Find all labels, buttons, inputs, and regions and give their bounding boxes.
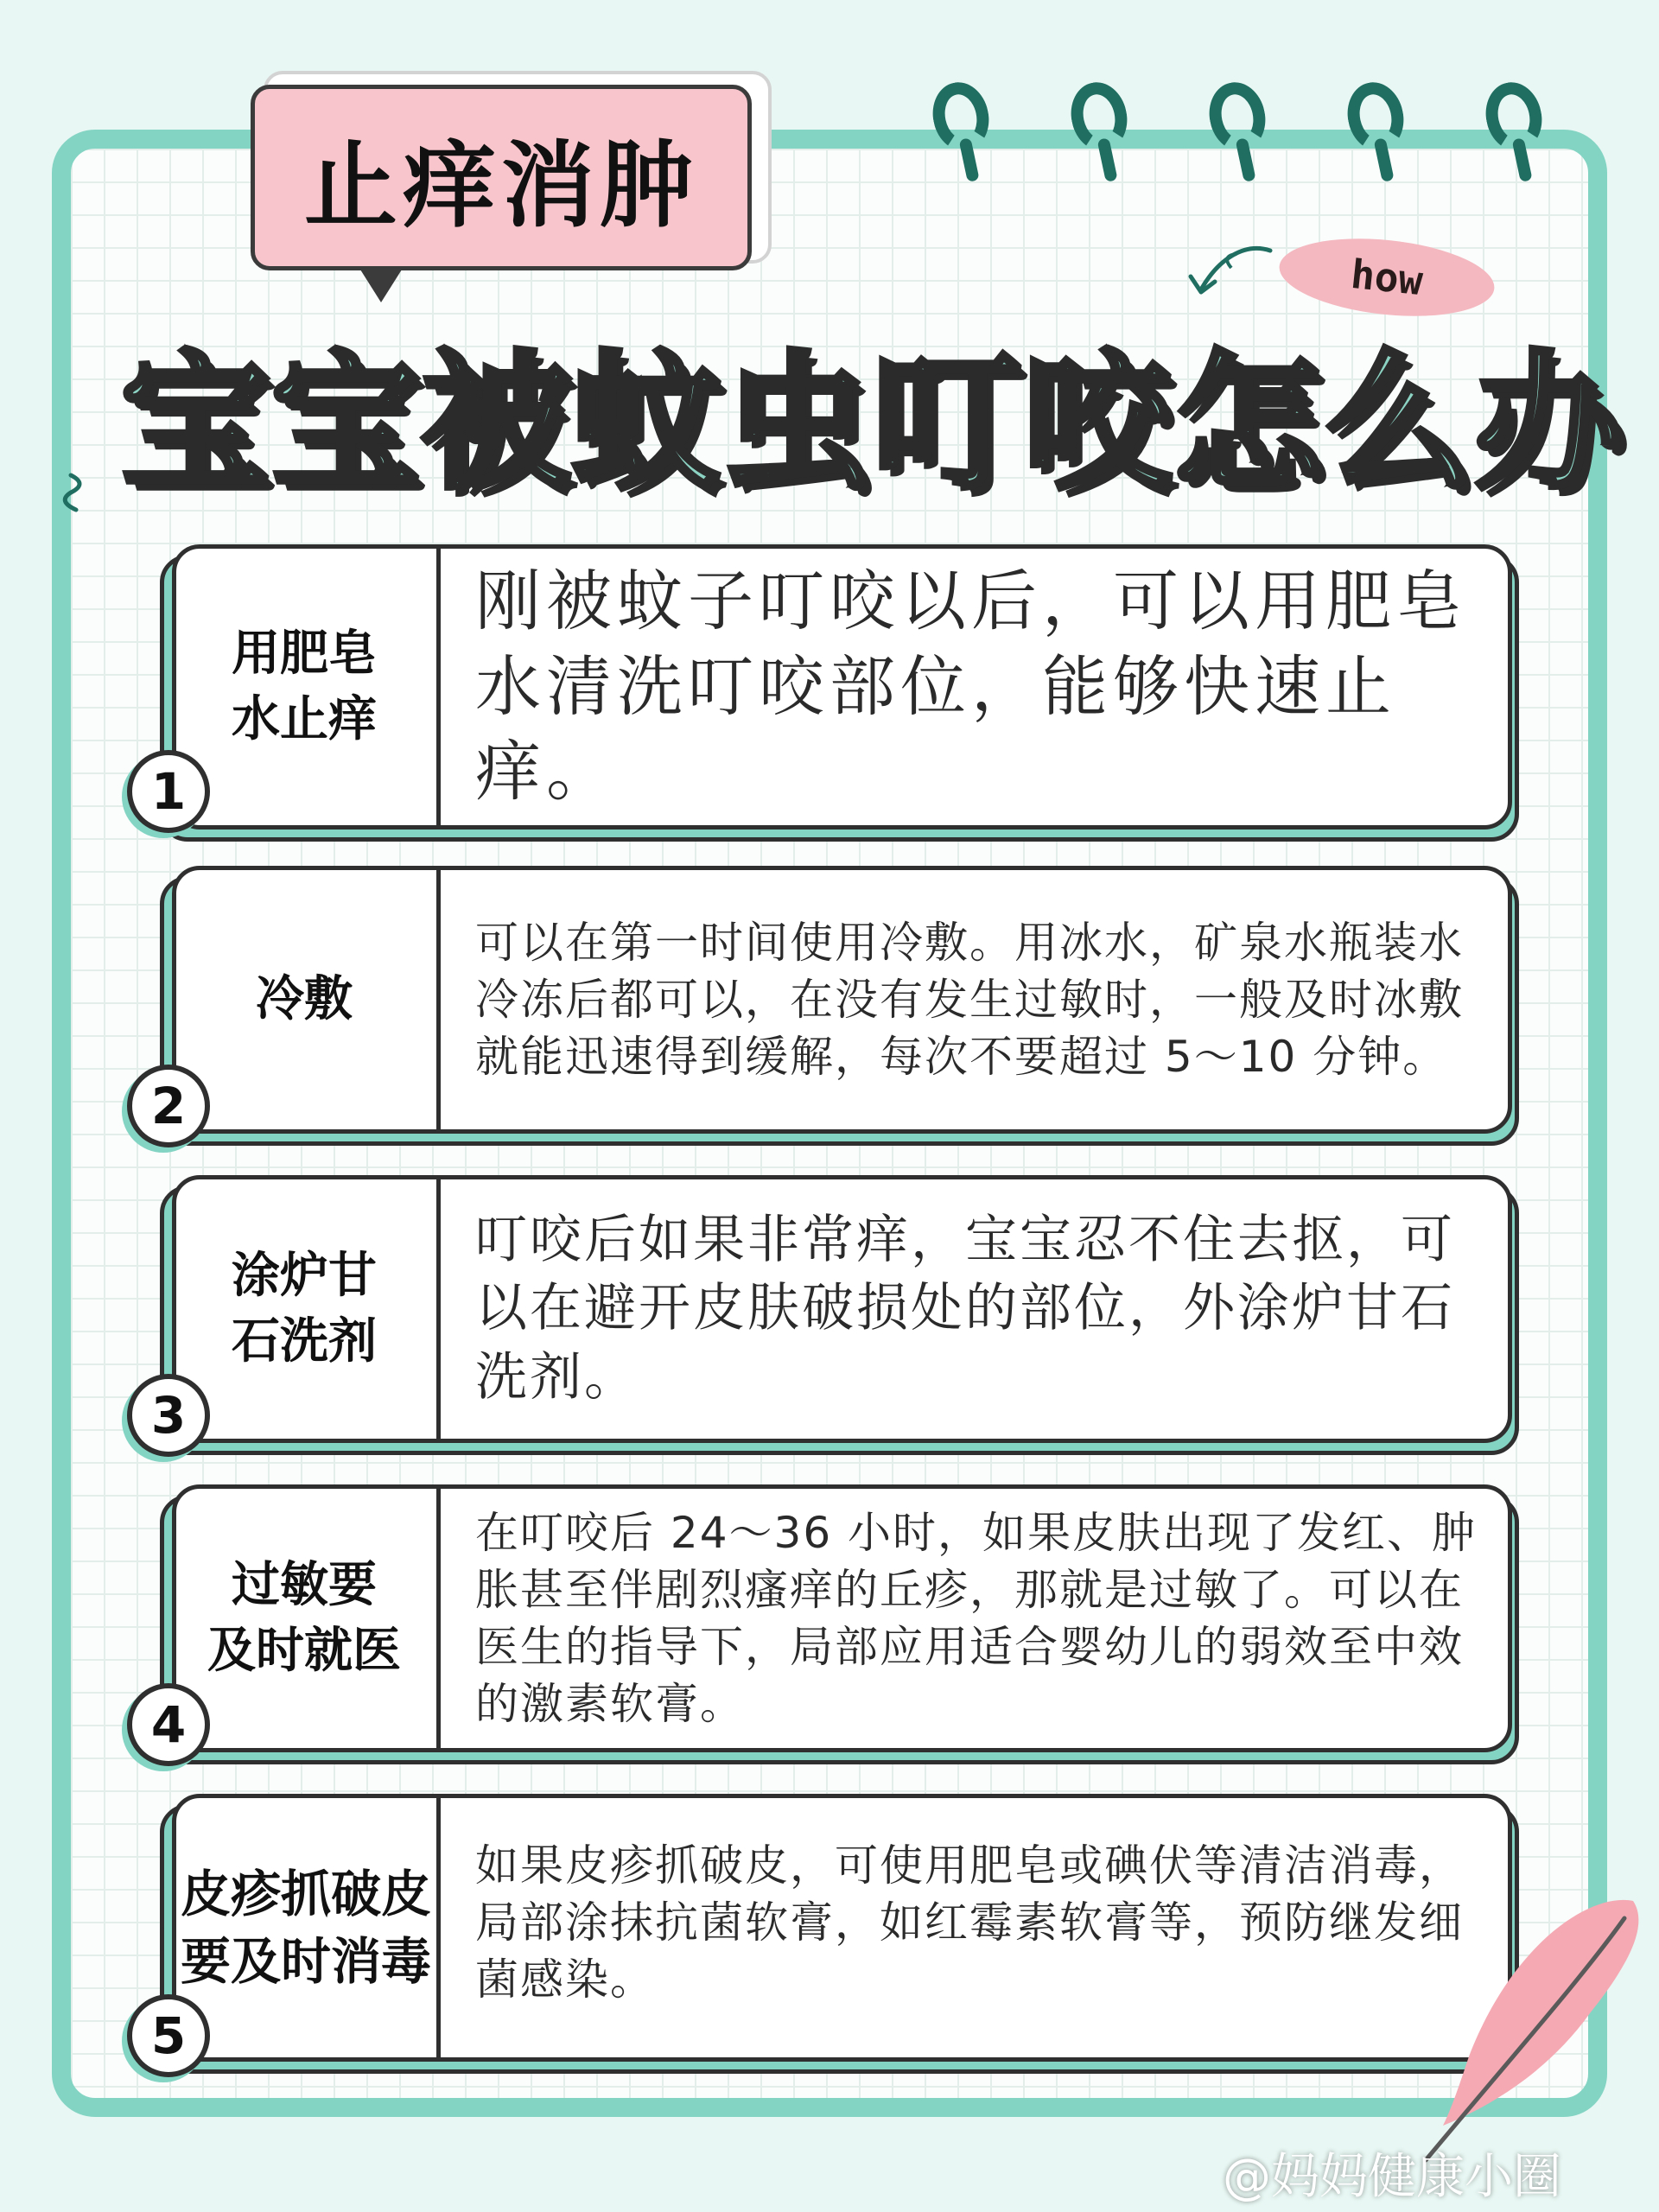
topic-tag (251, 85, 752, 270)
tip-label: 皮疹抓破皮 要及时消毒 (180, 1864, 431, 1991)
tip-label: 涂炉甘 石洗剂 (232, 1248, 377, 1370)
tip-number: 3 (127, 1374, 210, 1457)
card-divider (436, 1484, 441, 1752)
tip-number: 5 (127, 1994, 210, 2077)
card-divider (436, 1175, 441, 1443)
tip-text: 叮咬后如果非常痒，宝宝忍不住去抠，可以在避开皮肤破损处的部位，外涂炉甘石洗剂。 (475, 1210, 1455, 1408)
feather-icon (1417, 1884, 1659, 2169)
how-badge-text: how (1348, 250, 1426, 305)
tip-text: 可以在第一时间使用冷敷。用冰水，矿泉水瓶装水冷冻后都可以，在没有发生过敏时，一般及时冰敷就能迅速得到缓解，每次不要超过 5～10 分钟。 (475, 918, 1464, 1082)
tip-card (150, 866, 1512, 1135)
card-divider (436, 866, 441, 1134)
tip-number: 2 (127, 1065, 210, 1147)
card-divider (436, 544, 441, 830)
watermark: @妈妈健康小圈 (1223, 2149, 1561, 2205)
page-heading: 宝宝被蚊虫叮咬怎么办 (121, 336, 1624, 510)
tip-card (150, 1175, 1512, 1445)
tip-label: 冷敷 (256, 971, 353, 1028)
tip-text: 在叮咬后 24～36 小时，如果皮肤出现了发红、肿胀甚至伴剧烈瘙痒的丘疹，那就是过敏了。可以在医生的指导下，局部应用适合婴幼儿的弱效至中效的激素软膏。 (475, 1508, 1478, 1729)
curved-arrow-icon (1184, 242, 1279, 302)
tip-number: 4 (127, 1683, 210, 1766)
tip-text: 刚被蚊子叮咬以后，可以用肥皂水清洗叮咬部位，能够快速止痒。 (475, 562, 1467, 810)
tip-label: 用肥皂 水止痒 (232, 626, 377, 747)
squiggle-icon (62, 467, 105, 527)
tip-label: 过敏要 及时就医 (207, 1557, 401, 1679)
tip-text: 如果皮疹抓破皮，可使用肥皂或碘伏等清洁消毒，局部涂抹抗菌软膏，如红霉素软膏等，预防继发细菌感染。 (475, 1840, 1464, 2005)
tip-card (150, 1794, 1512, 2065)
tip-card (150, 1484, 1512, 1754)
tip-card (150, 544, 1512, 830)
topic-tag-title: 止痒消肿 (303, 132, 698, 240)
tip-number: 1 (127, 750, 210, 833)
